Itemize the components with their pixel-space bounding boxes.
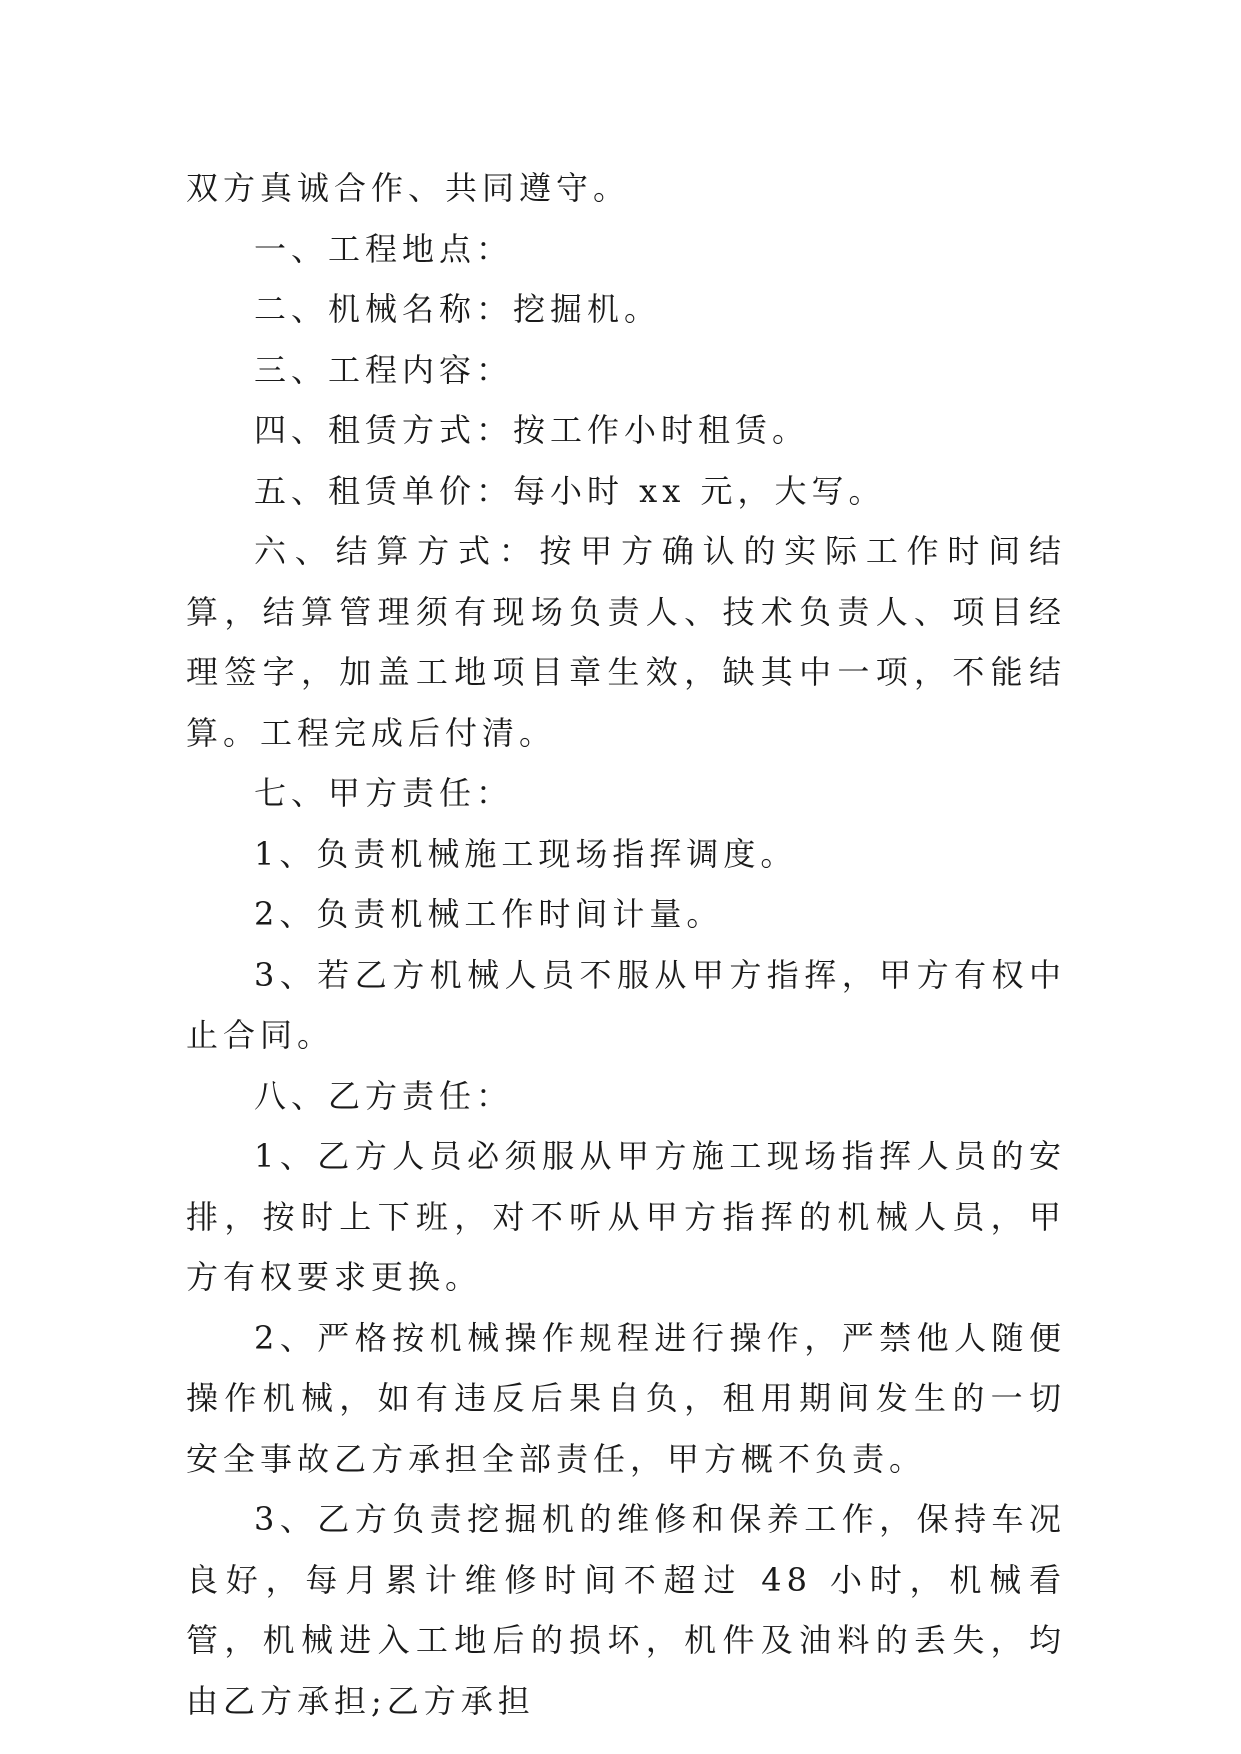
document-body — [186, 158, 1066, 1731]
clause-5-unit-price: 五、租赁单价：每小时 xx 元，大写。 — [254, 471, 886, 510]
paragraph-continuation: 双方真诚合作、共同遵守。 — [186, 169, 631, 207]
clause-4-lease-method: 四、租赁方式：按工作小时租赁。 — [254, 411, 810, 449]
party-a-duty-3: 3、若乙方机械人员不服从甲方指挥，甲方有权中止合同。 — [186, 955, 1066, 1054]
clause-7-party-a-duties: 七、甲方责任： — [254, 774, 514, 812]
clause-6-settlement: 六、结算方式：按甲方确认的实际工作时间结算，结算管理须有现场负责人、技术负责人、项目经理签字，加盖工地项目章生效，缺其中一项，不能结算。工程完成后付清。 — [186, 532, 1066, 752]
party-b-duty-2: 2、严格按机械操作规程进行操作，严禁他人随便操作机械，如有违反后果自负，租用期间发生的一切安全事故乙方承担全部责任，甲方概不负责。 — [186, 1318, 1066, 1478]
clause-8-party-b-duties: 八、乙方责任： — [254, 1076, 514, 1115]
clause-3-project-content: 三、工程内容： — [254, 350, 514, 389]
party-a-duty-2: 2、负责机械工作时间计量。 — [254, 895, 724, 933]
party-b-duty-3: 3、乙方负责挖掘机的维修和保养工作，保持车况良好，每月累计维修时间不超过 48 小时，机械看管，机械进入工地后的损坏，机件及油料的丢失，均由乙方承担;乙方承担 — [186, 1500, 1066, 1720]
party-a-duty-1: 1、负责机械施工现场指挥调度。 — [254, 834, 798, 873]
party-b-duty-1: 1、乙方人员必须服从甲方施工现场指挥人员的安排，按时上下班，对不听从甲方指挥的机械人员，甲方有权要求更换。 — [186, 1137, 1066, 1296]
clause-1-project-location: 一、工程地点： — [254, 229, 514, 268]
clause-2-machine-name: 二、机械名称：挖掘机。 — [254, 290, 662, 328]
